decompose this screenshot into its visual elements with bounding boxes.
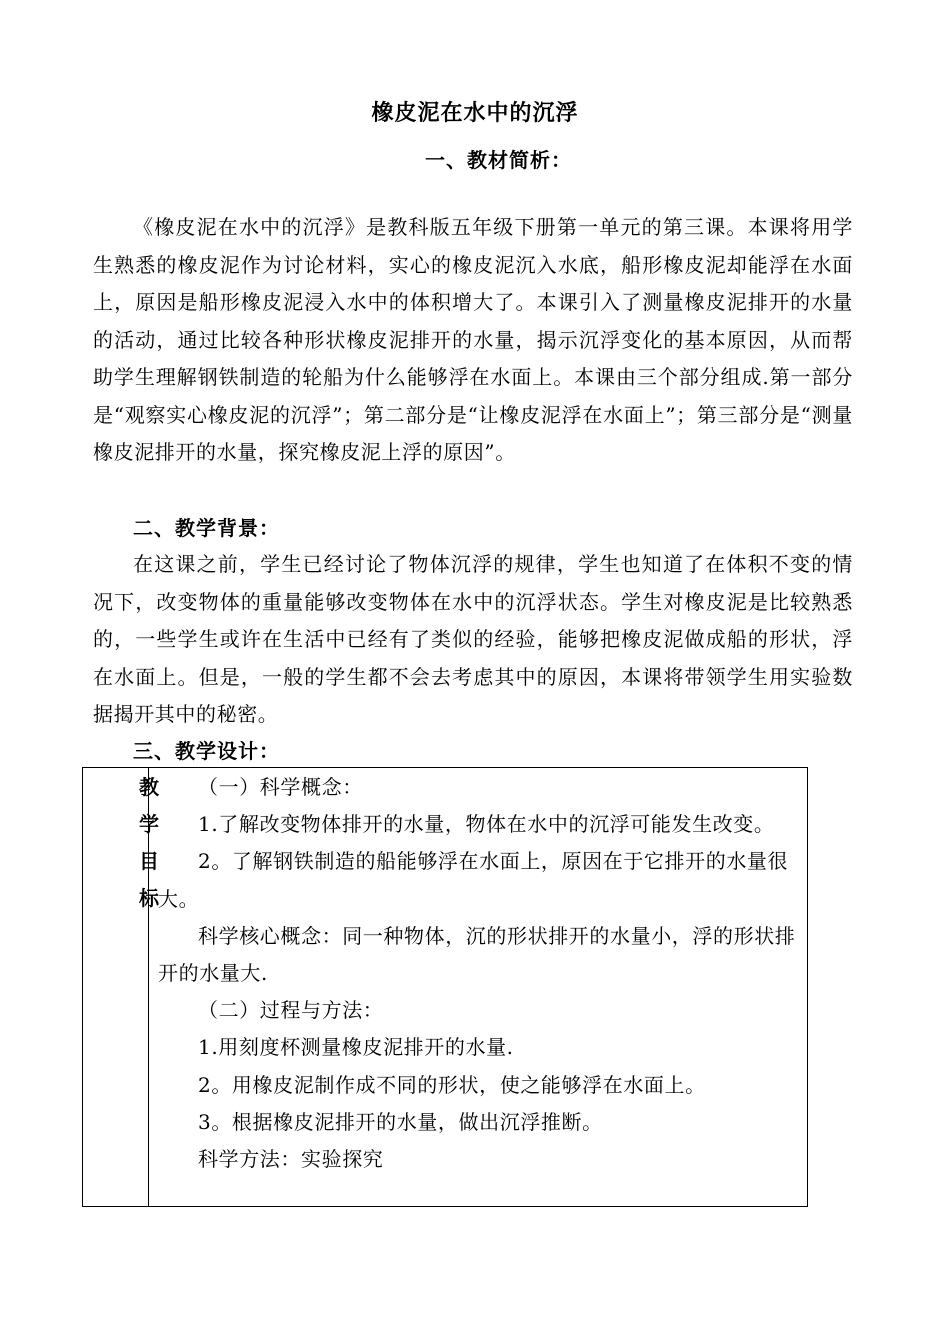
objective-line: 1.了解改变物体排开的水量，物体在水中的沉浮可能发生改变。 (198, 812, 775, 837)
label-char: 标 (139, 886, 159, 910)
section-heading-background: 二、教学背景： (133, 516, 280, 540)
objective-line: 科学方法：实验探究 (198, 1147, 384, 1172)
label-char: 学 (139, 812, 159, 836)
section-heading-design: 三、教学设计： (133, 739, 280, 763)
objective-line: 3。根据橡皮泥排开的水量，做出沉浮推断。 (198, 1109, 603, 1134)
objective-line: 1.用刻度杯测量橡皮泥排开的水量. (198, 1035, 514, 1060)
label-char: 教 (139, 775, 159, 799)
objective-line: （二）过程与方法： (198, 998, 384, 1023)
label-char: 目 (139, 849, 159, 873)
objective-line: （一）科学概念： (198, 775, 363, 799)
analysis-paragraph: 《橡皮泥在水中的沉浮》是教科版五年级下册第一单元的第三课。本课将用学生熟悉的橡皮泥作为讨论材料，实心的橡皮泥沉入水底，船形橡皮泥却能浮在水面上，原因是船形橡皮泥浸入水中的体积增大了。本课引入了测量橡皮泥排开的水量的活动，通过比较各种形状橡皮泥排开的水量，揭示沉浮变化的基本原因，从而帮助学生理解钢铁制造的轮船为什么能够浮在水面上。本课由三个部分组成.第一部分是“观察实心橡皮泥的沉浮”；第二部分是“让橡皮泥浮在水面上”；第三部分是“测量橡皮泥排开的水量，探究橡皮泥上浮的原因”。 (93, 215, 853, 464)
document-title: 橡皮泥在水中的沉浮 (371, 100, 579, 126)
background-paragraph: 在这课之前，学生已经讨论了物体沉浮的规律，学生也知道了在体积不变的情况下，改变物体的重量能够改变物体在水中的沉浮状态。学生对橡皮泥是比较熟悉的，一些学生或许在生活中已经有了类似的经验，能够把橡皮泥做成船的形状，浮在水面上。但是，一般的学生都不会去考虑其中的原因，本课将带领学生用实验数据揭开其中的秘密。 (93, 552, 853, 726)
objective-line: 科学核心概念：同一种物体，沉的形状排开的水量小，浮的形状排开的水量大. (158, 923, 796, 986)
table-content-cell (158, 769, 798, 1178)
section-heading-analysis: 一、教材简析： (425, 148, 572, 172)
objective-line: 2。用橡皮泥制作成不同的形状，使之能够浮在水面上。 (198, 1072, 706, 1097)
objective-line: 2。了解钢铁制造的船能够浮在水面上，原因在于它排开的水量很大。 (158, 849, 789, 911)
